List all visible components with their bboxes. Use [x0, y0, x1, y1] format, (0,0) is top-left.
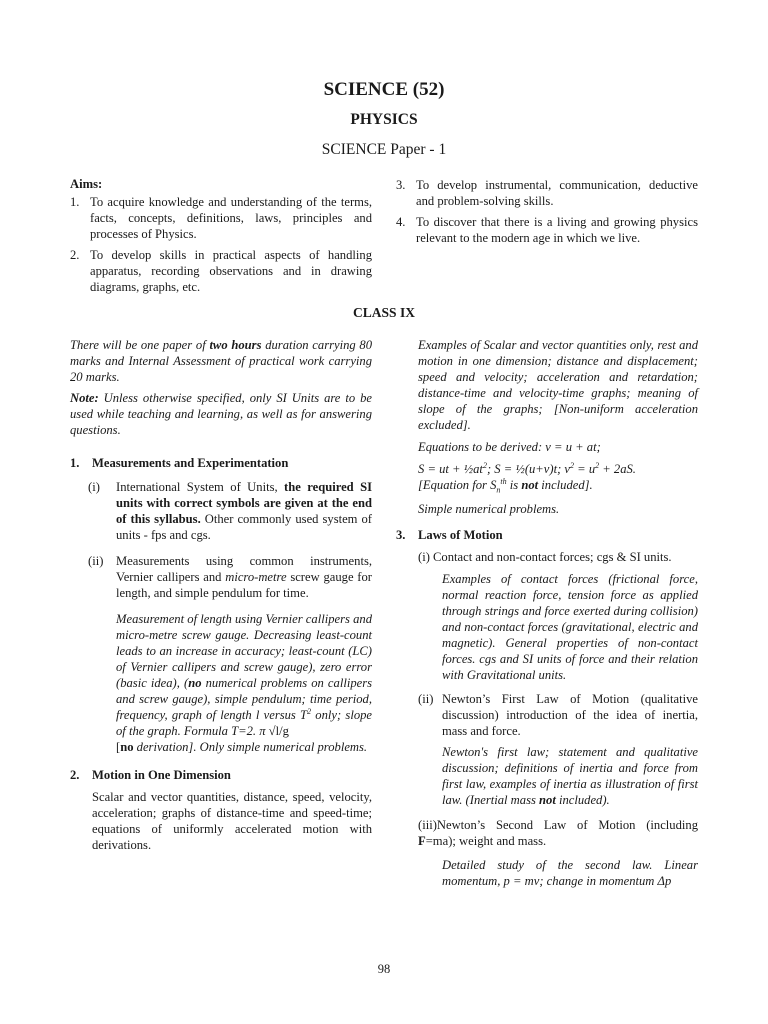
section-2-text: Scalar and vector quantities, distance, speed, velocity, acceleration; graphs of distance-time and speed-time; equations of uniformly accelerated motion with derivations. — [92, 790, 372, 852]
aims-right-column — [396, 177, 698, 246]
section-2-heading: 2. Motion in One Dimension — [70, 768, 231, 782]
section-3-heading: 3. Laws of Motion — [396, 528, 503, 542]
section-3-item-ii: (ii) Newton’s First Law of Motion (qualitative discussion) introduction of the idea of inertia, mass and force. — [418, 692, 698, 738]
aims-item-number: 4. — [396, 215, 406, 229]
aims-left-column — [70, 176, 372, 295]
section-1-item-ii: (ii) Measurements using common instruments, Vernier callipers and micro-metre screw gauge for length, and simple pendulum for time. — [88, 554, 372, 600]
section-3-item-iii: (iii)Newton’s Second Law of Motion (including F=ma); weight and mass. — [418, 818, 698, 848]
body-left-column — [70, 337, 372, 853]
section-1-detail: Measurement of length using Vernier callipers and micro-metre screw gauge. Decreasing least-count leads to an increase in accuracy; least-count (LC) of Vernier callipers and screw gauge), zero error (basic idea), (no numerical problems on callipers and screw gauge), simple pendulum; time period, frequency, graph of length l versus $T^2$ only; slope of the graph. Formula T=2. π √l/g [no derivation]. Only simple numerical problems. — [116, 612, 373, 754]
aims-heading: Aims: — [70, 177, 103, 191]
aims-item-number: 3. — [396, 178, 406, 192]
section-3-item-i-detail: Examples of contact forces (frictional force, normal reaction force, tension force as applied through strings and force exerted during collision) and non-contact forces (gravitational, electric and magnetic). General properties of non-contact forces. cgs and SI units of force and their relation with Gravitational units. — [442, 572, 698, 682]
note-paragraph: Note: Unless otherwise specified, only SI Units are to be used while teaching and learning, as well as for answering questions. — [70, 391, 372, 437]
aims-item-text: To develop skills in practical aspects of handling apparatus, recording observations and in drawing diagrams, graphs, etc. — [90, 248, 372, 294]
aims-item-number: 1. — [70, 195, 80, 209]
section-3-item-i: (i) Contact and non-contact forces; cgs & SI units. — [418, 550, 672, 564]
pendulum-formula: √l/g — [268, 724, 289, 738]
subject-heading: PHYSICS — [350, 111, 418, 128]
section-1-heading: 1. Measurements and Experimentation — [70, 456, 289, 470]
section-3-item-iii-detail: Detailed study of the second law. Linear momentum, p = mv; change in momentum Δp — [442, 858, 698, 888]
aims-item-number: 2. — [70, 248, 80, 262]
aims-item-2 — [70, 247, 372, 295]
body-right-column — [396, 337, 698, 889]
aims-item-text: To discover that there is a living and growing physics relevant to the modern age in which we live. — [416, 215, 698, 245]
section-1-item-i: (i) International System of Units, the required SI units with correct symbols are given at the end of this syllabus. Other commonly used system of units - fps and cgs. — [88, 480, 373, 542]
section-2-equations-label: Equations to be derived: v = u + at; — [418, 440, 601, 454]
intro-paragraph: There will be one paper of two hours duration carrying 80 marks and Internal Assessment of practical work carrying 20 marks. — [70, 338, 373, 384]
section-2-examples: Examples of Scalar and vector quantities only, rest and motion in one dimension; distance and displacement; speed and velocity; acceleration and retardation; distance-time and velocity-time graphs; meaning of slope of the graphs; [Non-uniform acceleration excluded]. — [418, 338, 698, 432]
aims-item-text: To acquire knowledge and understanding of the terms, facts, concepts, definitions, laws, principles and processes of Physics. — [90, 195, 372, 241]
aims-item-3 — [396, 177, 698, 209]
class-heading: CLASS IX — [353, 305, 415, 320]
page-title: SCIENCE (52) — [323, 79, 445, 100]
aims-item-1 — [70, 194, 372, 242]
aims-item-text: To develop instrumental, communication, deductive and problem-solving skills. — [416, 178, 698, 208]
page-number: 98 — [377, 962, 391, 976]
section-2-numericals: Simple numerical problems. — [418, 502, 560, 516]
section-2-equations: S = ut + $\frac{1}{2}at^2$; S = ½(u+v)t; $v^2 = u^2 + 2aS$. [Equation for $S_n^{th}$ is not included]. — [418, 460, 636, 495]
aims-item-4 — [396, 214, 698, 246]
section-3-item-ii-detail: Newton's first law; statement and qualitative discussion; definitions of inertia and force from first law, examples of inertia as illustration of first law. (Inertial mass not included). — [442, 745, 698, 807]
paper-heading: SCIENCE Paper - 1 — [321, 141, 447, 158]
